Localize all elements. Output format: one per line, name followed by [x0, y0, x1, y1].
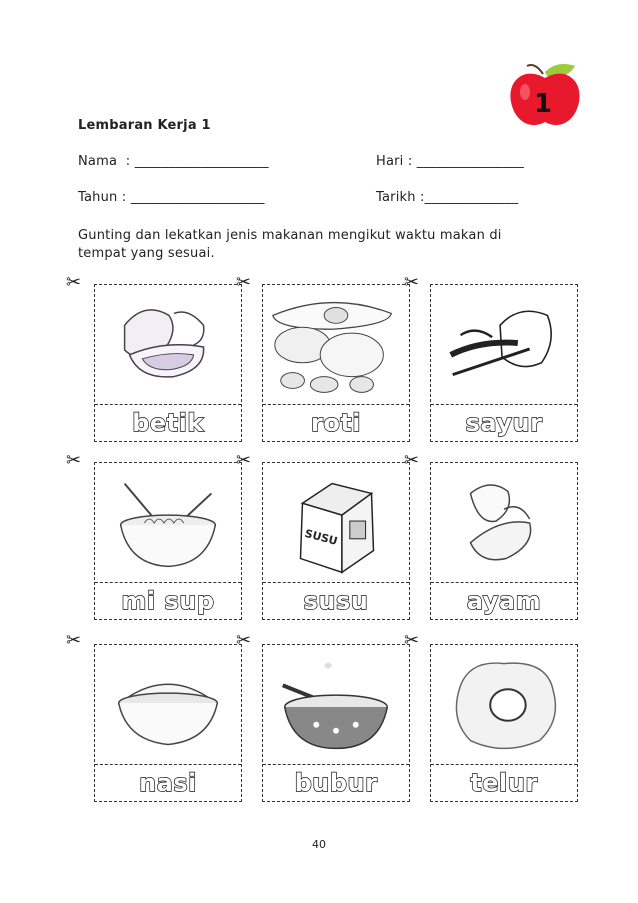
scissors-icon: ✂: [404, 272, 420, 293]
word-label: roti: [263, 404, 409, 441]
worksheet-title: Lembaran Kerja 1: [78, 118, 211, 133]
bread-icon: [263, 285, 409, 407]
scissors-icon: ✂: [66, 272, 82, 293]
chicken-icon: [431, 463, 577, 585]
word-label: betik: [95, 404, 241, 441]
instruction-line-1: Gunting dan lekatkan jenis makanan mengikut waktu makan di: [78, 228, 502, 243]
word-label: telur: [431, 764, 577, 801]
word-label: bubur: [263, 764, 409, 801]
tarikh-field: Tarikh :______________: [376, 190, 519, 205]
tahun-field: Tahun : ____________________: [78, 190, 265, 205]
hari-field: Hari : ________________: [376, 154, 524, 169]
word-label: mi sup: [95, 582, 241, 619]
carton-label: SUSU: [303, 526, 339, 548]
vegetable-icon: [431, 285, 577, 407]
nama-field: Nama : ____________________: [78, 154, 269, 169]
food-card-sayur: [430, 284, 578, 442]
food-card-susu: [262, 462, 410, 620]
food-card-ayam: [430, 462, 578, 620]
scissors-icon: ✂: [404, 450, 420, 471]
food-card-betik: [94, 284, 242, 442]
food-card-mi-sup: [94, 462, 242, 620]
food-card-roti: [262, 284, 410, 442]
fried-egg-icon: [431, 645, 577, 767]
milk-carton-icon: [263, 463, 409, 585]
word-label: nasi: [95, 764, 241, 801]
badge-number: 1: [533, 89, 553, 119]
scissors-icon: ✂: [236, 630, 252, 651]
scissors-icon: ✂: [236, 450, 252, 471]
food-card-bubur: [262, 644, 410, 802]
rice-bowl-icon: [95, 645, 241, 767]
scissors-icon: ✂: [236, 272, 252, 293]
apple-badge-icon: [505, 58, 585, 132]
word-label: susu: [263, 582, 409, 619]
scissors-icon: ✂: [66, 450, 82, 471]
noodle-soup-icon: [95, 463, 241, 585]
scissors-icon: ✂: [66, 630, 82, 651]
instruction-line-2: tempat yang sesuai.: [78, 246, 215, 261]
papaya-icon: [95, 285, 241, 407]
page-number: 40: [312, 838, 326, 851]
word-label: ayam: [431, 582, 577, 619]
word-label: sayur: [431, 404, 577, 441]
porridge-icon: [263, 645, 409, 767]
food-card-nasi: [94, 644, 242, 802]
food-card-telur: [430, 644, 578, 802]
scissors-icon: ✂: [404, 630, 420, 651]
